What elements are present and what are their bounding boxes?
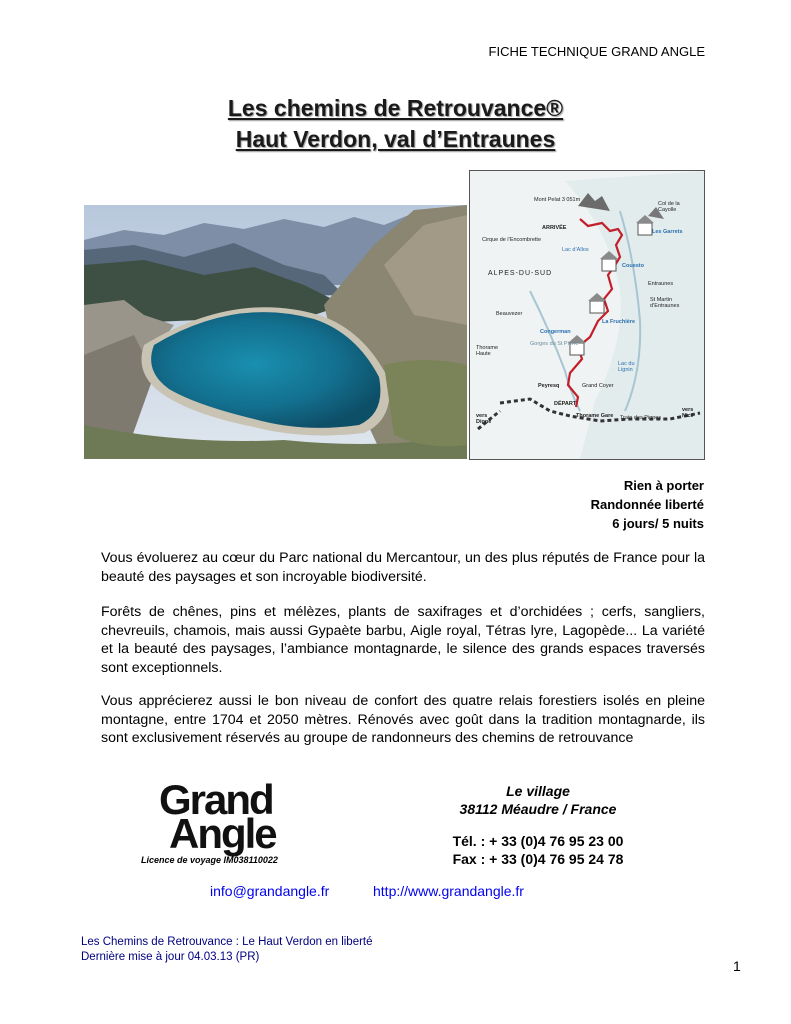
title-line-2: Haut Verdon, val d’Entraunes [235, 126, 556, 152]
info-duration: 6 jours/ 5 nuits [612, 516, 704, 531]
svg-text:Lac d’Allos: Lac d’Allos [562, 247, 589, 253]
svg-text:Lignin: Lignin [618, 367, 633, 373]
svg-text:Peyresq: Peyresq [538, 383, 560, 389]
grand-angle-logo [159, 776, 276, 857]
svg-text:La Fruchière: La Fruchière [602, 319, 636, 325]
paragraph-intro: Vous évoluerez au cœur du Parc national du Mercantour, un des plus réputés de France pour la beauté des paysages et son incroyable biodiversité. [101, 550, 705, 585]
svg-text:Mont Pelat 3 051m: Mont Pelat 3 051m [534, 197, 581, 203]
svg-text:ARRIVÉE: ARRIVÉE [542, 225, 567, 231]
address-line-2: 38112 Méaudre / France [459, 801, 617, 817]
svg-text:Entraunes: Entraunes [648, 281, 674, 287]
svg-text:ALPES-DU-SUD: ALPES-DU-SUD [488, 270, 553, 277]
svg-text:Thorame Gare: Thorame Gare [576, 413, 614, 419]
svg-text:Haute: Haute [476, 351, 491, 357]
svg-text:vers: vers [682, 407, 694, 413]
page-number: 1 [733, 958, 741, 974]
info-self-guided: Randonnée liberté [590, 497, 704, 512]
svg-text:vers: vers [476, 413, 488, 419]
svg-text:Cirque de l’Encombrette: Cirque de l’Encombrette [482, 237, 542, 243]
email-link[interactable]: info@grandangle.fr [210, 883, 330, 899]
svg-text:Beauvezer: Beauvezer [496, 311, 523, 317]
svg-text:Train des Pignes: Train des Pignes [620, 415, 662, 421]
phone-number: Tél. : + 33 (0)4 76 95 23 00 [452, 833, 624, 849]
document-header-label: FICHE TECHNIQUE GRAND ANGLE [488, 44, 705, 59]
svg-text:Col de la: Col de la [658, 201, 680, 207]
svg-text:St Martin: St Martin [650, 297, 673, 303]
footer-title: Les Chemins de Retrouvance : Le Haut Verdon en liberté [81, 936, 373, 948]
svg-text:Digne: Digne [476, 419, 492, 425]
svg-text:Les Garrets: Les Garrets [652, 229, 683, 235]
footer-update-date: Dernière mise à jour 04.03.13 (PR) [81, 951, 260, 963]
paragraph-nature: Forêts de chênes, pins et mélèzes, plants de saxifrages et d’orchidées ; cerfs, sangliers, chevreuils, chamois, mais aussi Gypaète barbu, Aigle royal, Tétras lyre, Lagopède... La variété et la beauté des paysages, l’ambiance montagnarde, le silence des grands espaces traversés sont exceptionnels. [101, 604, 705, 676]
svg-text:Thorame: Thorame [476, 345, 499, 351]
address-line-1: Le village [506, 783, 570, 799]
svg-text:Cayolle: Cayolle [658, 207, 677, 213]
fax-number: Fax : + 33 (0)4 76 95 24 78 [452, 851, 624, 867]
svg-text:Gorges du St Pierre: Gorges du St Pierre [530, 341, 579, 347]
website-link[interactable]: http://www.grandangle.fr [373, 883, 524, 899]
svg-text:Grand Coyer: Grand Coyer [582, 383, 614, 389]
title-line-1: Les chemins de Retrouvance® [227, 95, 564, 121]
route-map [469, 170, 705, 460]
logo-line-2: Angle [169, 810, 276, 857]
licence-number: Licence de voyage IM038110022 [141, 855, 278, 865]
paragraph-comfort: Vous apprécierez aussi le bon niveau de confort des quatre relais forestiers isolés en pleine montagne, entre 1704 et 2050 mètres. Rénovés avec goût dans la tradition montagnarde, ils sont exclusivement réservés au groupe de randonneurs des chemins de retrouvance [101, 693, 705, 746]
svg-text:d’Entraunes: d’Entraunes [650, 303, 680, 309]
info-no-luggage: Rien à porter [623, 478, 704, 493]
mountain-lake-photo [84, 205, 467, 459]
svg-text:Lac du: Lac du [618, 361, 635, 367]
logo-line-1: Grand [159, 776, 273, 823]
svg-text:DÉPART: DÉPART [554, 401, 577, 407]
svg-text:Congerman: Congerman [540, 329, 571, 335]
svg-text:Nice: Nice [682, 413, 694, 419]
svg-text:Couesto: Couesto [622, 263, 644, 269]
